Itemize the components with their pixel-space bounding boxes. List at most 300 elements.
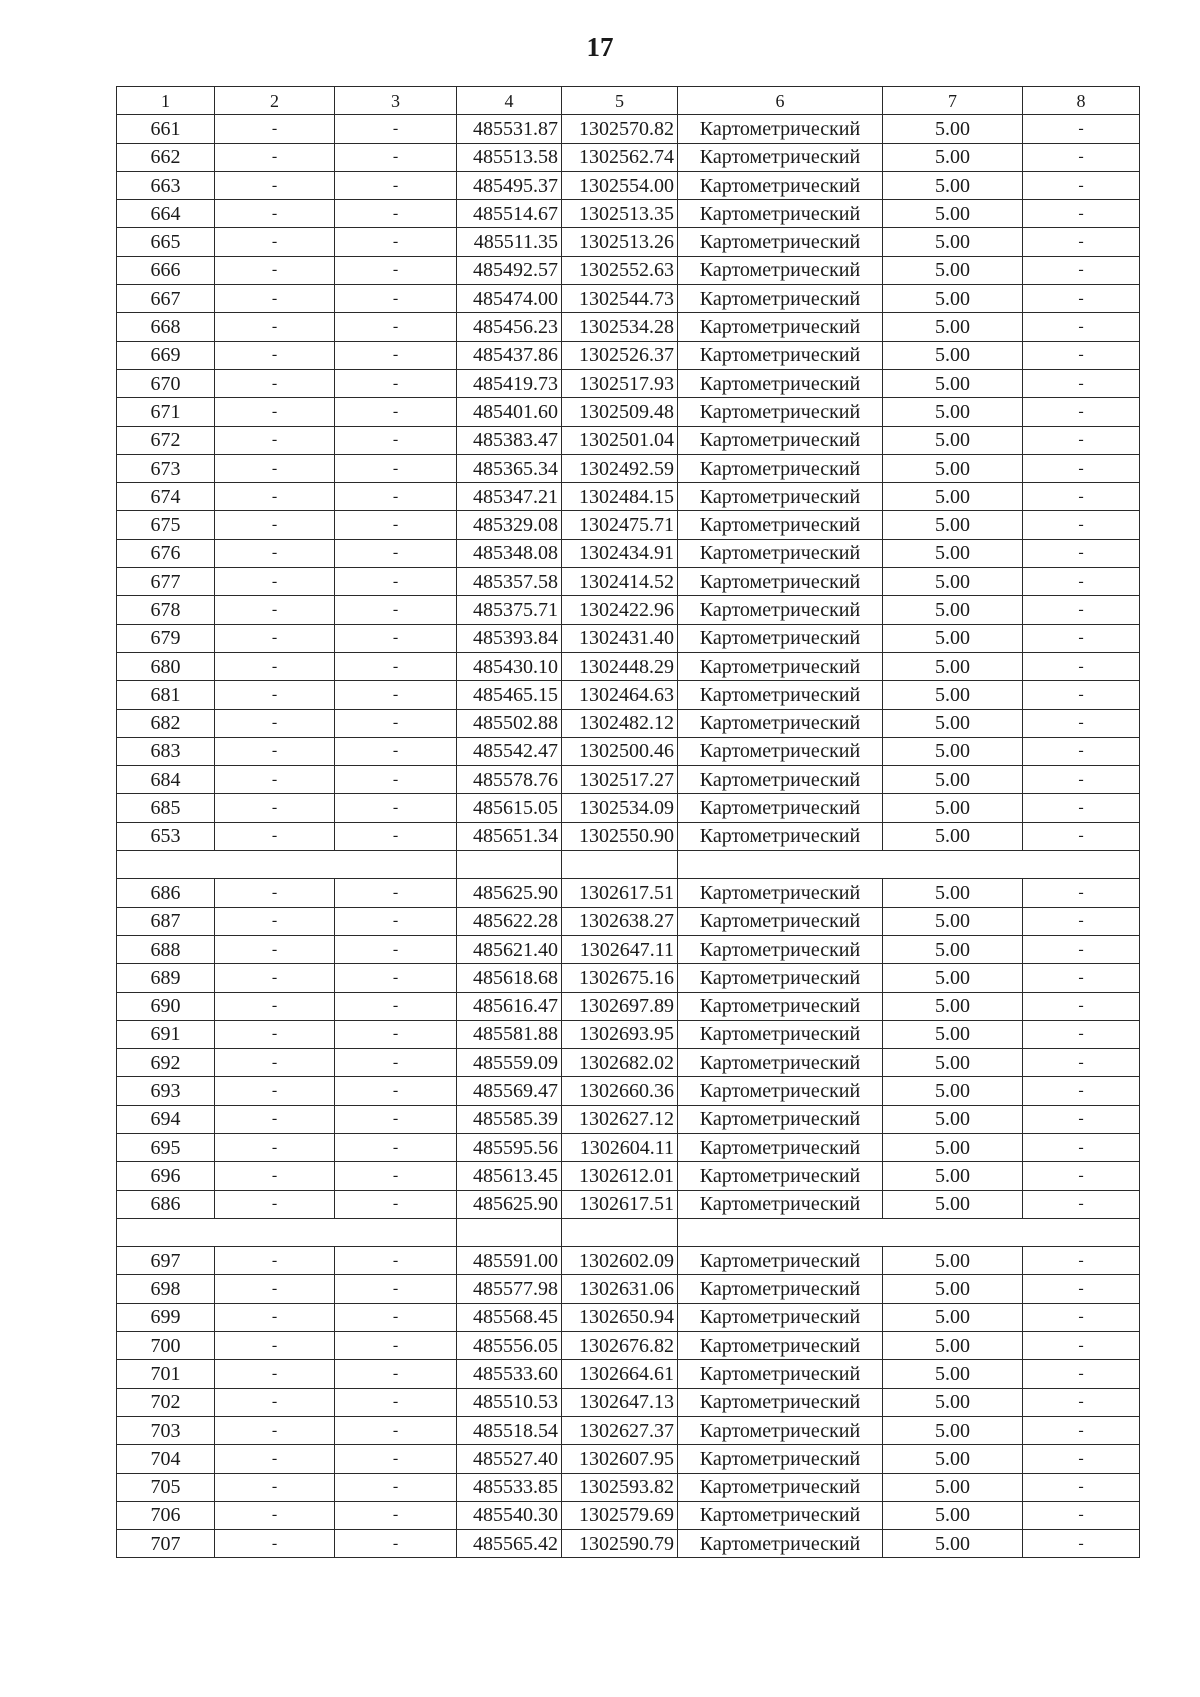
col-8-cell: - — [1023, 709, 1140, 737]
coord-x-cell: 485419.73 — [457, 369, 562, 397]
col-3-cell: - — [335, 1105, 457, 1133]
col-2-cell: - — [215, 200, 335, 228]
col-3-cell: - — [335, 794, 457, 822]
method-cell: Картометрический — [678, 143, 883, 171]
method-cell: Картометрический — [678, 1105, 883, 1133]
col-3-cell: - — [335, 539, 457, 567]
point-number-cell: 690 — [117, 992, 215, 1020]
method-cell: Картометрический — [678, 935, 883, 963]
point-number-cell: 680 — [117, 652, 215, 680]
accuracy-cell: 5.00 — [883, 907, 1023, 935]
col-2-cell: - — [215, 624, 335, 652]
col-3-cell: - — [335, 822, 457, 850]
coord-x-cell: 485533.60 — [457, 1360, 562, 1388]
table-row — [117, 1445, 1140, 1473]
method-cell: Картометрический — [678, 681, 883, 709]
col-2-cell: - — [215, 1416, 335, 1444]
coord-x-cell: 485456.23 — [457, 313, 562, 341]
table-row — [117, 171, 1140, 199]
coord-y-cell: 1302552.63 — [562, 256, 678, 284]
point-number-cell: 673 — [117, 454, 215, 482]
table-row — [117, 1247, 1140, 1275]
point-number-cell: 670 — [117, 369, 215, 397]
col-2-cell: - — [215, 115, 335, 143]
col-2-cell: - — [215, 483, 335, 511]
column-header: 4 — [457, 87, 562, 115]
column-header: 5 — [562, 87, 678, 115]
coord-x-cell: 485591.00 — [457, 1247, 562, 1275]
method-cell: Картометрический — [678, 341, 883, 369]
col-2-cell: - — [215, 1077, 335, 1105]
accuracy-cell: 5.00 — [883, 115, 1023, 143]
coord-y-cell: 1302602.09 — [562, 1247, 678, 1275]
table-row — [117, 624, 1140, 652]
col-3-cell: - — [335, 1473, 457, 1501]
col-2-cell: - — [215, 766, 335, 794]
accuracy-cell: 5.00 — [883, 1473, 1023, 1501]
coord-x-cell: 485568.45 — [457, 1303, 562, 1331]
accuracy-cell: 5.00 — [883, 681, 1023, 709]
method-cell: Картометрический — [678, 1388, 883, 1416]
table-row — [117, 313, 1140, 341]
coord-x-cell: 485613.45 — [457, 1162, 562, 1190]
table-row — [117, 879, 1140, 907]
accuracy-cell: 5.00 — [883, 624, 1023, 652]
table-row — [117, 907, 1140, 935]
coord-x-cell: 485531.87 — [457, 115, 562, 143]
table-row — [117, 1388, 1140, 1416]
method-cell: Картометрический — [678, 511, 883, 539]
col-2-cell: - — [215, 992, 335, 1020]
method-cell: Картометрический — [678, 228, 883, 256]
coord-x-cell: 485357.58 — [457, 568, 562, 596]
col-3-cell: - — [335, 369, 457, 397]
col-2-cell: - — [215, 1332, 335, 1360]
col-3-cell: - — [335, 1247, 457, 1275]
accuracy-cell: 5.00 — [883, 426, 1023, 454]
col-2-cell: - — [215, 1162, 335, 1190]
point-number-cell: 692 — [117, 1049, 215, 1077]
table-row — [117, 1020, 1140, 1048]
col-3-cell: - — [335, 935, 457, 963]
coord-x-cell: 485365.34 — [457, 454, 562, 482]
col-2-cell: - — [215, 596, 335, 624]
method-cell: Картометрический — [678, 766, 883, 794]
method-cell: Картометрический — [678, 539, 883, 567]
point-number-cell: 674 — [117, 483, 215, 511]
col-8-cell: - — [1023, 1360, 1140, 1388]
coord-x-cell: 485518.54 — [457, 1416, 562, 1444]
col-2-cell: - — [215, 681, 335, 709]
table-row — [117, 992, 1140, 1020]
point-number-cell: 665 — [117, 228, 215, 256]
coord-y-cell: 1302448.29 — [562, 652, 678, 680]
point-number-cell: 682 — [117, 709, 215, 737]
coord-x-cell: 485513.58 — [457, 143, 562, 171]
accuracy-cell: 5.00 — [883, 568, 1023, 596]
coord-y-cell: 1302693.95 — [562, 1020, 678, 1048]
col-2-cell: - — [215, 539, 335, 567]
empty-cell — [678, 851, 1140, 879]
coord-y-cell: 1302607.95 — [562, 1445, 678, 1473]
accuracy-cell: 5.00 — [883, 992, 1023, 1020]
col-2-cell: - — [215, 256, 335, 284]
coord-y-cell: 1302550.90 — [562, 822, 678, 850]
method-cell: Картометрический — [678, 426, 883, 454]
col-8-cell: - — [1023, 1190, 1140, 1218]
accuracy-cell: 5.00 — [883, 964, 1023, 992]
table-row — [117, 737, 1140, 765]
col-2-cell: - — [215, 1303, 335, 1331]
col-3-cell: - — [335, 709, 457, 737]
point-number-cell: 664 — [117, 200, 215, 228]
col-3-cell: - — [335, 1190, 457, 1218]
coord-x-cell: 485495.37 — [457, 171, 562, 199]
col-3-cell: - — [335, 568, 457, 596]
method-cell: Картометрический — [678, 1445, 883, 1473]
col-2-cell: - — [215, 1445, 335, 1473]
col-8-cell: - — [1023, 1162, 1140, 1190]
accuracy-cell: 5.00 — [883, 483, 1023, 511]
coord-x-cell: 485577.98 — [457, 1275, 562, 1303]
method-cell: Картометрический — [678, 171, 883, 199]
col-3-cell: - — [335, 171, 457, 199]
point-number-cell: 707 — [117, 1530, 215, 1558]
col-3-cell: - — [335, 624, 457, 652]
coord-y-cell: 1302664.61 — [562, 1360, 678, 1388]
col-8-cell: - — [1023, 539, 1140, 567]
col-2-cell: - — [215, 907, 335, 935]
coord-x-cell: 485625.90 — [457, 879, 562, 907]
col-8-cell: - — [1023, 879, 1140, 907]
col-3-cell: - — [335, 652, 457, 680]
coord-x-cell: 485540.30 — [457, 1501, 562, 1529]
coord-x-cell: 485556.05 — [457, 1332, 562, 1360]
col-2-cell: - — [215, 171, 335, 199]
coord-y-cell: 1302464.63 — [562, 681, 678, 709]
accuracy-cell: 5.00 — [883, 879, 1023, 907]
table-row — [117, 822, 1140, 850]
col-2-cell: - — [215, 341, 335, 369]
col-3-cell: - — [335, 992, 457, 1020]
point-number-cell: 700 — [117, 1332, 215, 1360]
table-row — [117, 539, 1140, 567]
accuracy-cell: 5.00 — [883, 1388, 1023, 1416]
col-8-cell: - — [1023, 1445, 1140, 1473]
table-row — [117, 398, 1140, 426]
method-cell: Картометрический — [678, 1416, 883, 1444]
table-row — [117, 1303, 1140, 1331]
method-cell: Картометрический — [678, 737, 883, 765]
col-2-cell: - — [215, 1360, 335, 1388]
table-row — [117, 1190, 1140, 1218]
coord-y-cell: 1302414.52 — [562, 568, 678, 596]
coord-y-cell: 1302484.15 — [562, 483, 678, 511]
point-number-cell: 669 — [117, 341, 215, 369]
coord-x-cell: 485569.47 — [457, 1077, 562, 1105]
column-header: 8 — [1023, 87, 1140, 115]
table-row — [117, 1530, 1140, 1558]
col-8-cell: - — [1023, 200, 1140, 228]
point-number-cell: 663 — [117, 171, 215, 199]
col-8-cell: - — [1023, 568, 1140, 596]
method-cell: Картометрический — [678, 369, 883, 397]
coord-x-cell: 485581.88 — [457, 1020, 562, 1048]
table-row — [117, 709, 1140, 737]
col-2-cell: - — [215, 1190, 335, 1218]
col-3-cell: - — [335, 454, 457, 482]
table-row — [117, 766, 1140, 794]
col-2-cell: - — [215, 737, 335, 765]
method-cell: Картометрический — [678, 822, 883, 850]
point-number-cell: 684 — [117, 766, 215, 794]
col-3-cell: - — [335, 766, 457, 794]
col-2-cell: - — [215, 1473, 335, 1501]
col-8-cell: - — [1023, 1303, 1140, 1331]
method-cell: Картометрический — [678, 964, 883, 992]
table-row — [117, 1162, 1140, 1190]
table-row — [117, 454, 1140, 482]
table-row — [117, 964, 1140, 992]
method-cell: Картометрический — [678, 794, 883, 822]
col-8-cell: - — [1023, 624, 1140, 652]
point-number-cell: 706 — [117, 1501, 215, 1529]
coord-y-cell: 1302579.69 — [562, 1501, 678, 1529]
coord-y-cell: 1302534.09 — [562, 794, 678, 822]
accuracy-cell: 5.00 — [883, 1445, 1023, 1473]
coord-x-cell: 485585.39 — [457, 1105, 562, 1133]
table-body — [117, 87, 1140, 1558]
coord-y-cell: 1302509.48 — [562, 398, 678, 426]
coord-y-cell: 1302638.27 — [562, 907, 678, 935]
accuracy-cell: 5.00 — [883, 313, 1023, 341]
method-cell: Картометрический — [678, 596, 883, 624]
coord-y-cell: 1302434.91 — [562, 539, 678, 567]
col-8-cell: - — [1023, 1247, 1140, 1275]
method-cell: Картометрический — [678, 1501, 883, 1529]
col-3-cell: - — [335, 1501, 457, 1529]
col-3-cell: - — [335, 907, 457, 935]
point-number-cell: 681 — [117, 681, 215, 709]
col-3-cell: - — [335, 398, 457, 426]
coord-x-cell: 485622.28 — [457, 907, 562, 935]
point-number-cell: 676 — [117, 539, 215, 567]
col-8-cell: - — [1023, 1105, 1140, 1133]
table-row — [117, 341, 1140, 369]
table-row — [117, 511, 1140, 539]
table-row — [117, 1049, 1140, 1077]
accuracy-cell: 5.00 — [883, 398, 1023, 426]
coord-y-cell: 1302513.26 — [562, 228, 678, 256]
col-2-cell: - — [215, 1105, 335, 1133]
table-row — [117, 652, 1140, 680]
col-3-cell: - — [335, 1445, 457, 1473]
accuracy-cell: 5.00 — [883, 454, 1023, 482]
col-2-cell: - — [215, 143, 335, 171]
method-cell: Картометрический — [678, 1049, 883, 1077]
coord-x-cell: 485542.47 — [457, 737, 562, 765]
col-8-cell: - — [1023, 115, 1140, 143]
point-number-cell: 653 — [117, 822, 215, 850]
point-number-cell: 701 — [117, 1360, 215, 1388]
point-number-cell: 705 — [117, 1473, 215, 1501]
coord-x-cell: 485511.35 — [457, 228, 562, 256]
method-cell: Картометрический — [678, 1020, 883, 1048]
group-separator-row — [117, 851, 1140, 879]
col-3-cell: - — [335, 1275, 457, 1303]
coord-x-cell: 485465.15 — [457, 681, 562, 709]
coord-y-cell: 1302482.12 — [562, 709, 678, 737]
col-8-cell: - — [1023, 143, 1140, 171]
method-cell: Картометрический — [678, 907, 883, 935]
method-cell: Картометрический — [678, 285, 883, 313]
point-number-cell: 703 — [117, 1416, 215, 1444]
point-number-cell: 696 — [117, 1162, 215, 1190]
point-number-cell: 687 — [117, 907, 215, 935]
col-2-cell: - — [215, 1388, 335, 1416]
column-header: 7 — [883, 87, 1023, 115]
coord-y-cell: 1302617.51 — [562, 879, 678, 907]
col-2-cell: - — [215, 1501, 335, 1529]
col-3-cell: - — [335, 1077, 457, 1105]
table-row — [117, 1077, 1140, 1105]
coord-x-cell: 485578.76 — [457, 766, 562, 794]
coord-y-cell: 1302475.71 — [562, 511, 678, 539]
coord-y-cell: 1302627.37 — [562, 1416, 678, 1444]
col-3-cell: - — [335, 1530, 457, 1558]
point-number-cell: 699 — [117, 1303, 215, 1331]
coord-y-cell: 1302431.40 — [562, 624, 678, 652]
coord-x-cell: 485527.40 — [457, 1445, 562, 1473]
col-8-cell: - — [1023, 228, 1140, 256]
empty-cell — [117, 1218, 457, 1246]
coord-x-cell: 485651.34 — [457, 822, 562, 850]
table-row — [117, 285, 1140, 313]
col-3-cell: - — [335, 1049, 457, 1077]
col-3-cell: - — [335, 1020, 457, 1048]
coord-y-cell: 1302631.06 — [562, 1275, 678, 1303]
col-8-cell: - — [1023, 794, 1140, 822]
table-row — [117, 1360, 1140, 1388]
col-3-cell: - — [335, 313, 457, 341]
col-3-cell: - — [335, 115, 457, 143]
col-8-cell: - — [1023, 1530, 1140, 1558]
point-number-cell: 691 — [117, 1020, 215, 1048]
point-number-cell: 666 — [117, 256, 215, 284]
point-number-cell: 667 — [117, 285, 215, 313]
col-2-cell: - — [215, 935, 335, 963]
col-2-cell: - — [215, 794, 335, 822]
coord-y-cell: 1302500.46 — [562, 737, 678, 765]
point-number-cell: 694 — [117, 1105, 215, 1133]
coord-y-cell: 1302647.11 — [562, 935, 678, 963]
accuracy-cell: 5.00 — [883, 1077, 1023, 1105]
point-number-cell: 702 — [117, 1388, 215, 1416]
method-cell: Картометрический — [678, 568, 883, 596]
method-cell: Картометрический — [678, 624, 883, 652]
table-row — [117, 1416, 1140, 1444]
table-row — [117, 369, 1140, 397]
col-3-cell: - — [335, 681, 457, 709]
accuracy-cell: 5.00 — [883, 341, 1023, 369]
col-2-cell: - — [215, 454, 335, 482]
coord-x-cell: 485595.56 — [457, 1133, 562, 1161]
col-3-cell: - — [335, 1332, 457, 1360]
accuracy-cell: 5.00 — [883, 256, 1023, 284]
point-number-cell: 678 — [117, 596, 215, 624]
coord-y-cell: 1302627.12 — [562, 1105, 678, 1133]
col-8-cell: - — [1023, 737, 1140, 765]
table-row — [117, 483, 1140, 511]
group-separator-row — [117, 1218, 1140, 1246]
col-2-cell: - — [215, 426, 335, 454]
col-8-cell: - — [1023, 1049, 1140, 1077]
col-2-cell: - — [215, 822, 335, 850]
coord-x-cell: 485559.09 — [457, 1049, 562, 1077]
col-3-cell: - — [335, 426, 457, 454]
point-number-cell: 688 — [117, 935, 215, 963]
point-number-cell: 686 — [117, 1190, 215, 1218]
coord-x-cell: 485618.68 — [457, 964, 562, 992]
table-row — [117, 935, 1140, 963]
col-8-cell: - — [1023, 822, 1140, 850]
col-8-cell: - — [1023, 766, 1140, 794]
col-8-cell: - — [1023, 652, 1140, 680]
point-number-cell: 698 — [117, 1275, 215, 1303]
col-3-cell: - — [335, 341, 457, 369]
col-3-cell: - — [335, 596, 457, 624]
method-cell: Картометрический — [678, 1162, 883, 1190]
method-cell: Картометрический — [678, 115, 883, 143]
point-number-cell: 668 — [117, 313, 215, 341]
coord-y-cell: 1302612.01 — [562, 1162, 678, 1190]
col-8-cell: - — [1023, 1416, 1140, 1444]
point-number-cell: 672 — [117, 426, 215, 454]
col-8-cell: - — [1023, 398, 1140, 426]
col-2-cell: - — [215, 369, 335, 397]
point-number-cell: 683 — [117, 737, 215, 765]
point-number-cell: 685 — [117, 794, 215, 822]
coord-x-cell: 485510.53 — [457, 1388, 562, 1416]
table-row — [117, 1275, 1140, 1303]
accuracy-cell: 5.00 — [883, 511, 1023, 539]
accuracy-cell: 5.00 — [883, 1416, 1023, 1444]
coord-y-cell: 1302501.04 — [562, 426, 678, 454]
coord-x-cell: 485502.88 — [457, 709, 562, 737]
col-2-cell: - — [215, 652, 335, 680]
col-2-cell: - — [215, 709, 335, 737]
point-number-cell: 662 — [117, 143, 215, 171]
col-2-cell: - — [215, 1020, 335, 1048]
col-8-cell: - — [1023, 369, 1140, 397]
col-8-cell: - — [1023, 1020, 1140, 1048]
coord-x-cell: 485347.21 — [457, 483, 562, 511]
col-2-cell: - — [215, 964, 335, 992]
col-3-cell: - — [335, 1360, 457, 1388]
point-number-cell: 695 — [117, 1133, 215, 1161]
col-8-cell: - — [1023, 341, 1140, 369]
col-2-cell: - — [215, 313, 335, 341]
point-number-cell: 675 — [117, 511, 215, 539]
method-cell: Картометрический — [678, 992, 883, 1020]
coord-x-cell: 485437.86 — [457, 341, 562, 369]
accuracy-cell: 5.00 — [883, 1049, 1023, 1077]
point-number-cell: 679 — [117, 624, 215, 652]
col-3-cell: - — [335, 1388, 457, 1416]
col-3-cell: - — [335, 1133, 457, 1161]
accuracy-cell: 5.00 — [883, 935, 1023, 963]
col-3-cell: - — [335, 1303, 457, 1331]
